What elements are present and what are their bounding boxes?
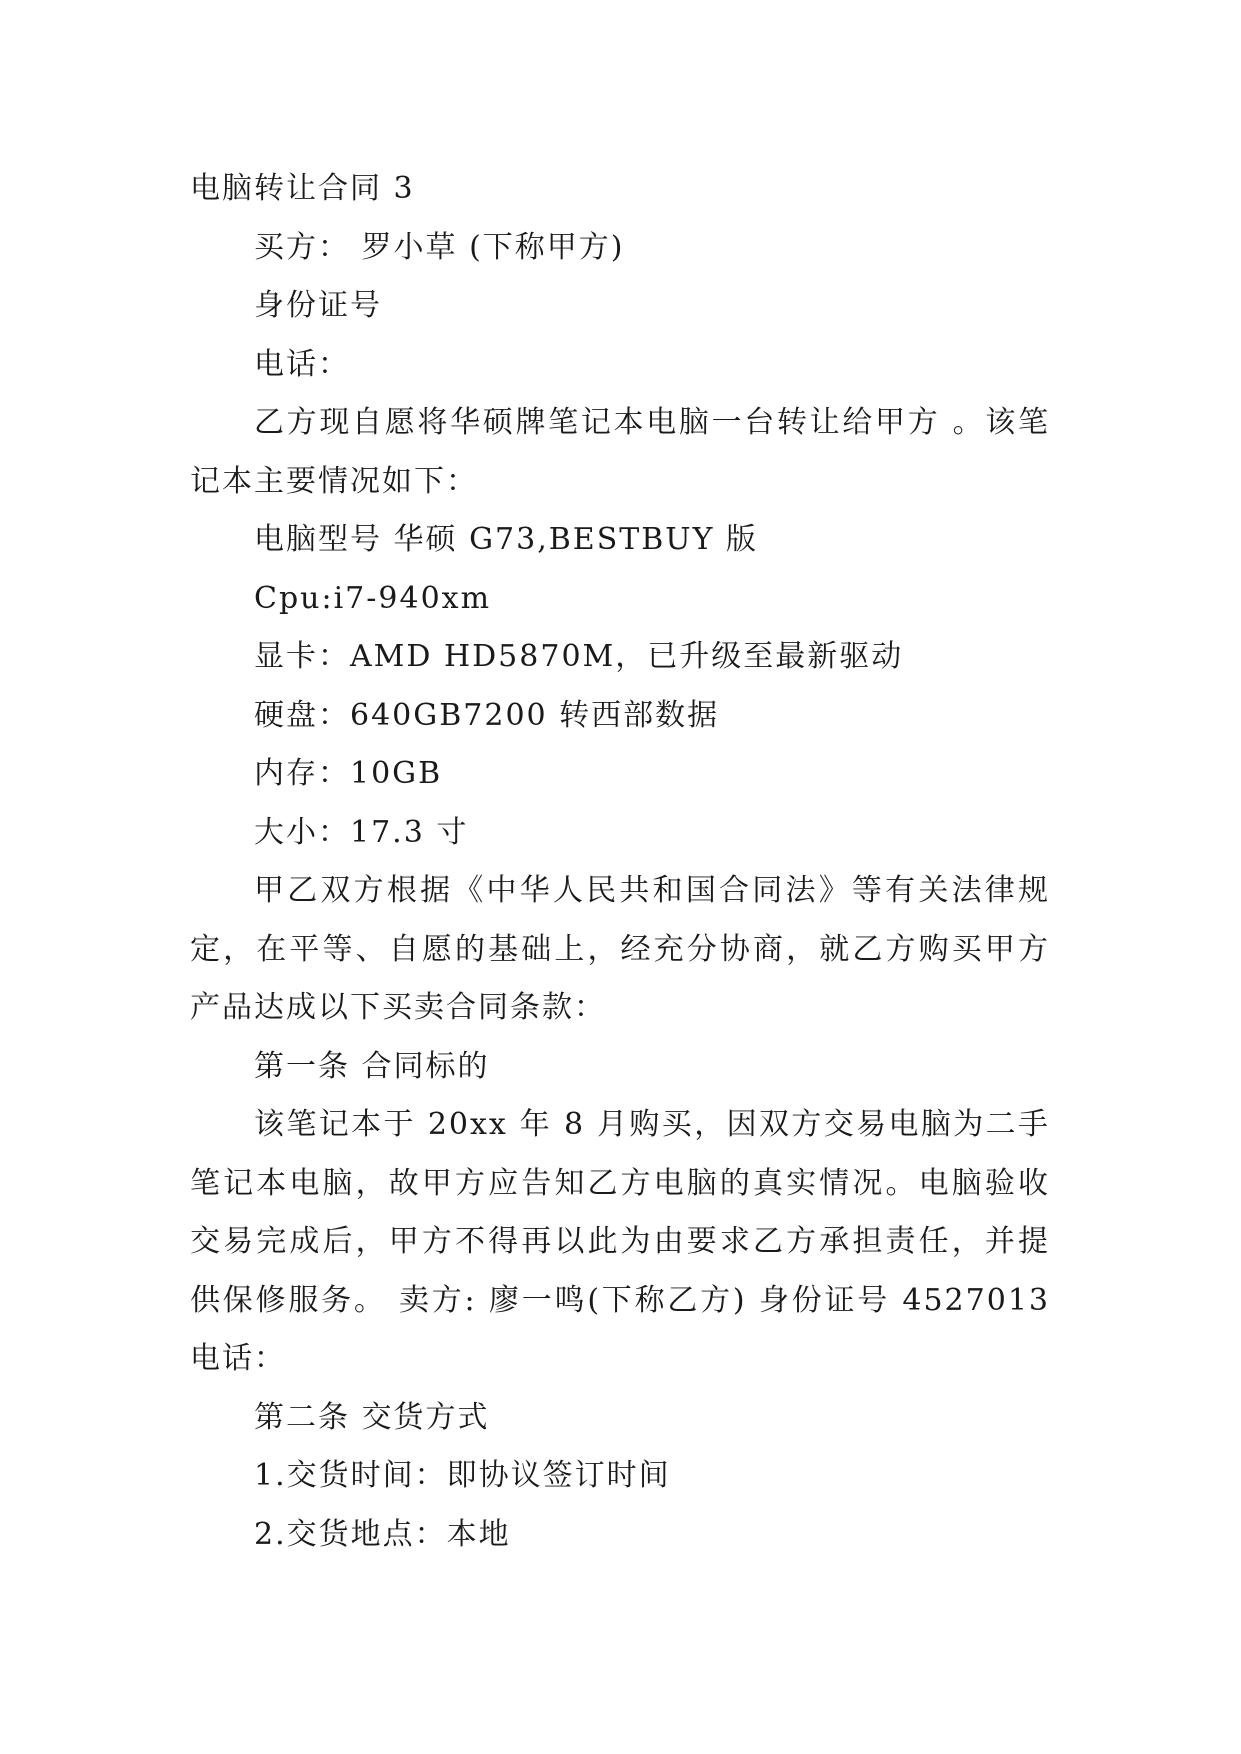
spec-cpu: Cpu:i7-940xm — [254, 580, 492, 616]
delivery-time: 1.交货时间：即协议签订时间 — [254, 1458, 671, 1493]
legal-basis-paragraph: 甲乙双方根据《中华人民共和国合同法》等有关法律规定，在平等、自愿的基础上，经充分协商，就乙方购买甲方产品达成以下买卖合同条款： — [190, 873, 1050, 1025]
document-body — [190, 160, 1050, 1564]
spec-gpu: 显卡：AMD HD5870M，已升级至最新驱动 — [254, 639, 904, 674]
transfer-paragraph: 乙方现自愿将华硕牌笔记本电脑一台转让给甲方 。该笔记本主要情况如下： — [190, 405, 1050, 499]
buyer-id-line: 身份证号 — [254, 288, 382, 323]
article-1-body: 该笔记本于 20xx 年 8 月购买，因双方交易电脑为二手笔记本电脑，故甲方应告知乙方电脑的真实情况。电脑验收交易完成后，甲方不得再以此为由要求乙方承担责任，并提供保修服务。 卖方: 廖一鸣(下称乙方) 身份证号 4527013 电话： — [190, 1107, 1050, 1376]
buyer-line: 买方： 罗小草 (下称甲方) — [254, 229, 625, 265]
buyer-phone-line: 电话： — [254, 346, 350, 382]
article-2-heading: 第二条 交货方式 — [254, 1399, 490, 1435]
spec-model: 电脑型号 华硕 G73,BESTBUY 版 — [254, 522, 758, 557]
spec-memory: 内存：10GB — [254, 756, 443, 791]
delivery-place: 2.交货地点：本地 — [254, 1516, 511, 1552]
spec-disk: 硬盘：640GB7200 转西部数据 — [254, 697, 720, 733]
article-1-heading: 第一条 合同标的 — [254, 1048, 490, 1084]
spec-size: 大小：17.3 寸 — [254, 814, 469, 850]
document-title: 电脑转让合同 3 — [190, 171, 415, 206]
